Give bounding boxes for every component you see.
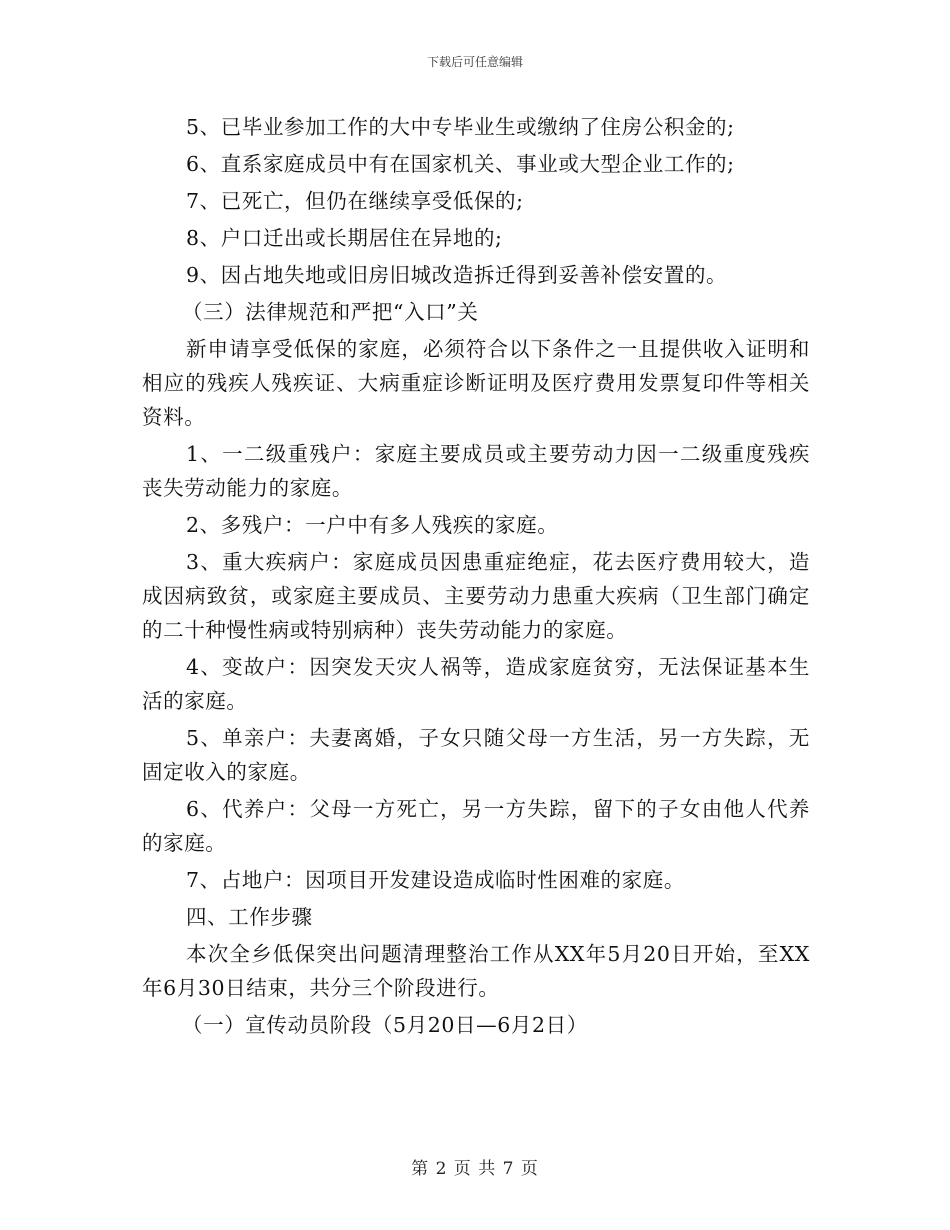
paragraph-intro: 新申请享受低保的家庭，必须符合以下条件之一且提供收入证明和相应的残疾人残疾证、大病重症诊断证明及医疗费用发票复印件等相关资料。 (142, 337, 810, 429)
section-heading-4: 四、工作步骤 (186, 905, 313, 929)
subsection-heading-1: （一）宣传动员阶段（5月20日—6月2日） (182, 1013, 588, 1037)
paragraph-condition-4: 4、变故户：因突发天灾人祸等，造成家庭贫穷，无法保证基本生活的家庭。 (142, 655, 810, 713)
paragraph-condition-1: 1、一二级重残户：家庭主要成员或主要劳动力因一二级重度残疾丧失劳动能力的家庭。 (142, 442, 810, 500)
paragraph-item-8: 8、户口迁出或长期居住在异地的; (186, 226, 503, 250)
paragraph-condition-6: 6、代养户：父母一方死亡，另一方失踪，留下的子女由他人代养的家庭。 (142, 797, 810, 855)
section-heading-3: （三）法律规范和严把“入口”关 (182, 300, 479, 324)
paragraph-condition-5: 5、单亲户：夫妻离婚，子女只随父母一方生活，另一方失踪，无固定收入的家庭。 (142, 726, 810, 784)
paragraph-item-5: 5、已毕业参加工作的大中专毕业生或缴纳了住房公积金的; (186, 115, 735, 139)
paragraph-condition-7: 7、占地户：因项目开发建设造成临时性困难的家庭。 (186, 868, 685, 892)
paragraph-item-7: 7、已死亡，但仍在继续享受低保的; (186, 189, 524, 213)
page-header: 下载后可任意编辑 (426, 55, 523, 69)
paragraph-item-6: 6、直系家庭成员中有在国家机关、事业或大型企业工作的; (186, 152, 735, 176)
page-footer: 第 2 页 共 7 页 (411, 1159, 539, 1179)
paragraph-schedule: 本次全乡低保突出问题清理整治工作从XX年5月20日开始，至XX年6月30日结束，共分三个阶段进行。 (142, 942, 810, 1000)
paragraph-item-9: 9、因占地失地或旧房旧城改造拆迁得到妥善补偿安置的。 (186, 263, 728, 287)
paragraph-condition-2: 2、多残户：一户中有多人残疾的家庭。 (186, 513, 559, 537)
document-body (142, 110, 810, 1045)
paragraph-condition-3: 3、重大疾病户：家庭成员因患重症绝症，花去医疗费用较大，造成因病致贫，或家庭主要成员、主要劳动力患重大疾病（卫生部门确定的二十种慢性病或特别病种）丧失劳动能力的家庭。 (142, 550, 810, 642)
